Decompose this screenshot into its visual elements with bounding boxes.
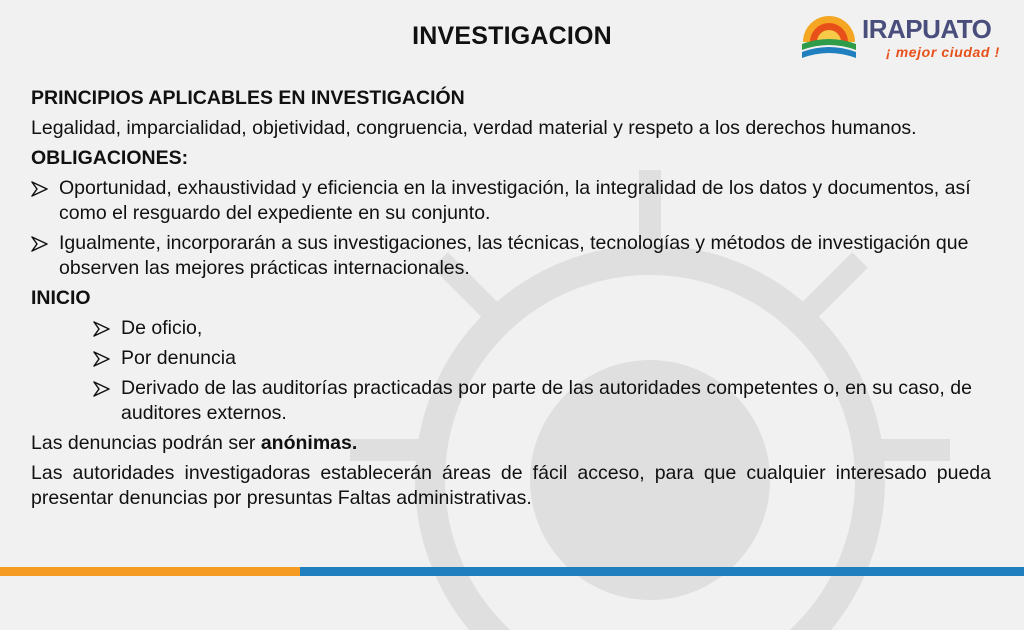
footer-accent xyxy=(0,567,300,576)
irapuato-logo xyxy=(798,8,1018,70)
heading-obligaciones: OBLIGACIONES: xyxy=(31,147,189,169)
arrow-bullet-icon xyxy=(31,176,59,226)
logo-slogan: ¡ mejor ciudad ! xyxy=(886,44,1000,60)
principios-text: Legalidad, imparcialidad, objetividad, congruencia, verdad material y respeto a los derechos humanos. xyxy=(31,117,917,139)
inicio-text: Por denuncia xyxy=(121,347,236,369)
denuncias-text xyxy=(31,431,991,456)
list-item xyxy=(31,231,991,281)
list-item xyxy=(31,176,991,226)
inicio-text: De oficio, xyxy=(121,317,203,339)
obligacion-text: Igualmente, incorporarán a sus investigaciones, las técnicas, tecnologías y métodos de investigación que observen las mejores prácticas internacionales. xyxy=(59,232,969,279)
slide-content xyxy=(31,86,991,516)
final-text: Las autoridades investigadoras establecerán áreas de fácil acceso, para que cualquier interesado pueda presentar denuncias por presuntas Faltas administrativas. xyxy=(31,462,991,509)
list-item xyxy=(93,376,991,426)
denuncias-prefix: Las denuncias podrán ser xyxy=(31,432,261,454)
arrow-bullet-icon xyxy=(93,376,121,426)
denuncias-bold: anónimas. xyxy=(260,432,358,454)
sun-logo-icon xyxy=(798,8,860,64)
arrow-bullet-icon xyxy=(93,316,121,341)
list-item xyxy=(93,346,991,371)
logo-name: IRAPUATO xyxy=(862,14,992,44)
heading-inicio: INICIO xyxy=(31,287,91,309)
arrow-bullet-icon xyxy=(93,346,121,371)
list-item xyxy=(93,316,991,341)
obligacion-text: Oportunidad, exhaustividad y eficiencia en la investigación, la integralidad de los datos y documentos, así como el resguardo del expediente en su conjunto. xyxy=(59,177,971,224)
arrow-bullet-icon xyxy=(31,231,59,281)
slide-title: INVESTIGACION xyxy=(412,22,612,50)
heading-principios: PRINCIPIOS APLICABLES EN INVESTIGACIÓN xyxy=(31,87,465,109)
inicio-text: Derivado de las auditorías practicadas por parte de las autoridades competentes o, en su caso, de auditores externos. xyxy=(121,377,972,424)
